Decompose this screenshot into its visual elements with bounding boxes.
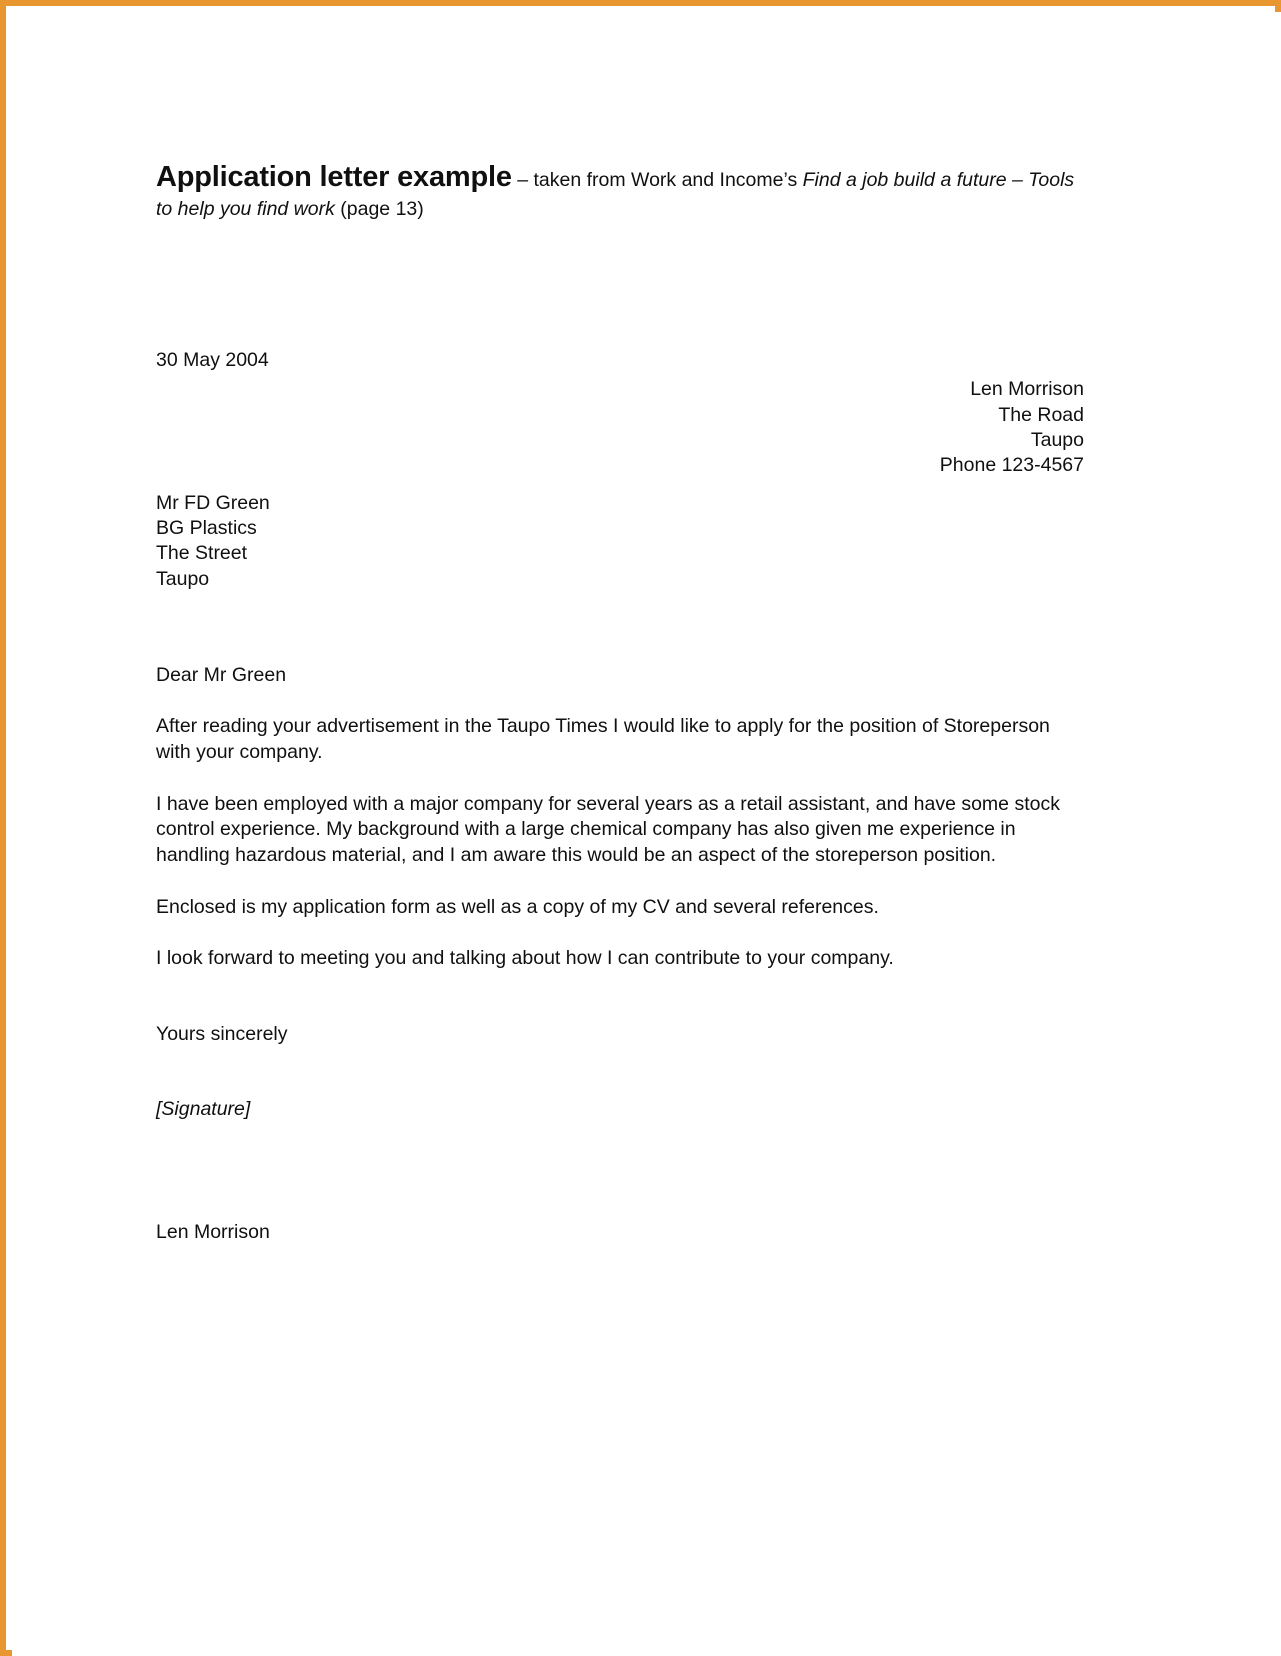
sender-city: Taupo xyxy=(1030,429,1084,452)
letter-document xyxy=(156,158,1084,1245)
page-title-publication-line2: a future – Tools to help you find work xyxy=(156,169,1075,221)
sender-phone: Phone 123-4567 xyxy=(939,454,1084,477)
body-paragraph-1: After reading your advertisement in the Taupo Times I would like to apply for the position of Storeperson with your company. xyxy=(156,715,1050,764)
sender-name: Len Morrison xyxy=(970,378,1084,401)
page-title-publication-line1: Find a job build xyxy=(802,169,935,191)
page-title-main: Application letter example xyxy=(156,161,512,193)
recipient-name: Mr FD Green xyxy=(156,491,270,514)
page-title xyxy=(156,158,1084,223)
body-paragraph-2: I have been employed with a major company for several years as a retail assistant, and have some stock control experience. My background with a large chemical company has also given me experience in handling hazardous material, and I am aware this would be an aspect of the storeperson position. xyxy=(156,792,1060,866)
closing-salutation: Yours sincerely xyxy=(156,1022,288,1045)
signature-placeholder: [Signature] xyxy=(156,1098,251,1121)
signer-name: Len Morrison xyxy=(156,1220,270,1243)
page-title-page-reference: (page 13) xyxy=(334,198,424,221)
body-paragraph-3: Enclosed is my application form as well as a copy of my CV and several references. xyxy=(156,895,879,918)
recipient-street: The Street xyxy=(156,542,248,565)
page-sheet xyxy=(12,12,1281,1656)
sender-street: The Road xyxy=(998,403,1084,426)
page-title-source-prefix: – taken from Work and Income’s xyxy=(511,169,803,191)
recipient-address-block xyxy=(156,491,1084,592)
sender-address-block xyxy=(156,377,1084,478)
letter-date: 30 May 2004 xyxy=(156,349,269,371)
salutation: Dear Mr Green xyxy=(156,664,287,687)
body-paragraph-4: I look forward to meeting you and talking about how I can contribute to your company. xyxy=(156,947,894,970)
recipient-company: BG Plastics xyxy=(156,517,257,540)
recipient-city: Taupo xyxy=(156,567,210,590)
